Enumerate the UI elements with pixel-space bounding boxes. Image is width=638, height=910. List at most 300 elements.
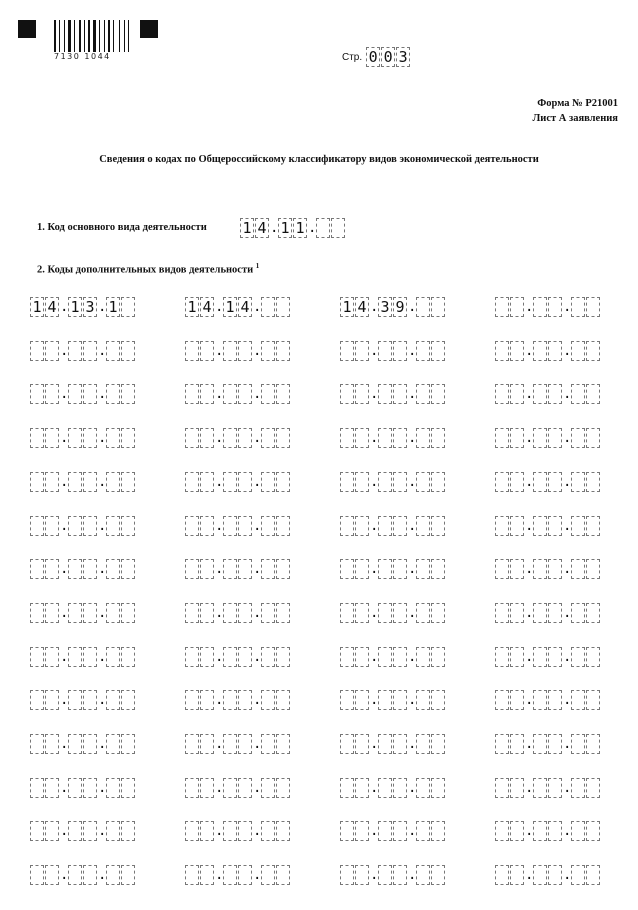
code-digit-cell[interactable] xyxy=(495,516,509,536)
code-digit-cell[interactable] xyxy=(261,297,275,317)
code-digit-cell[interactable] xyxy=(340,516,354,536)
code-digit-cell[interactable] xyxy=(223,690,237,710)
code-digit-cell[interactable] xyxy=(355,384,369,404)
code-digit-cell[interactable] xyxy=(495,647,509,667)
code-digit-cell[interactable] xyxy=(83,384,97,404)
code-digit-cell[interactable] xyxy=(121,516,135,536)
code-digit-cell[interactable] xyxy=(121,603,135,623)
code-digit-cell[interactable] xyxy=(238,821,252,841)
code-digit-cell[interactable] xyxy=(276,690,290,710)
code-digit-cell[interactable] xyxy=(378,384,392,404)
code-digit-cell[interactable] xyxy=(276,778,290,798)
code-digit-cell[interactable] xyxy=(548,690,562,710)
code-digit-cell[interactable] xyxy=(238,384,252,404)
code-digit-cell[interactable] xyxy=(586,516,600,536)
code-digit-cell[interactable] xyxy=(223,647,237,667)
code-digit-cell[interactable] xyxy=(431,297,445,317)
code-digit-cell[interactable] xyxy=(185,734,199,754)
code-digit-cell[interactable] xyxy=(431,865,445,885)
code-digit-cell[interactable]: 1 xyxy=(185,297,199,317)
code-digit-cell[interactable] xyxy=(340,821,354,841)
code-digit-cell[interactable] xyxy=(121,559,135,579)
code-digit-cell[interactable] xyxy=(121,734,135,754)
code-digit-cell[interactable] xyxy=(200,341,214,361)
code-digit-cell[interactable] xyxy=(200,865,214,885)
code-digit-cell[interactable] xyxy=(510,297,524,317)
code-digit-cell[interactable] xyxy=(30,428,44,448)
code-digit-cell[interactable] xyxy=(495,297,509,317)
code-digit-cell[interactable] xyxy=(378,559,392,579)
code-digit-cell[interactable]: 3 xyxy=(83,297,97,317)
page-number-cell[interactable]: 0 xyxy=(381,47,395,67)
code-digit-cell[interactable] xyxy=(416,778,430,798)
code-digit-cell[interactable] xyxy=(223,603,237,623)
code-digit-cell[interactable] xyxy=(548,865,562,885)
code-digit-cell[interactable] xyxy=(533,647,547,667)
code-digit-cell[interactable] xyxy=(276,647,290,667)
code-digit-cell[interactable] xyxy=(238,734,252,754)
code-digit-cell[interactable] xyxy=(30,821,44,841)
code-digit-cell[interactable] xyxy=(276,821,290,841)
code-digit-cell[interactable] xyxy=(416,428,430,448)
code-digit-cell[interactable] xyxy=(393,821,407,841)
code-digit-cell[interactable] xyxy=(340,690,354,710)
code-digit-cell[interactable] xyxy=(276,516,290,536)
code-digit-cell[interactable] xyxy=(586,384,600,404)
code-digit-cell[interactable] xyxy=(200,647,214,667)
code-digit-cell[interactable] xyxy=(276,384,290,404)
code-digit-cell[interactable] xyxy=(30,516,44,536)
page-number-cell[interactable]: 0 xyxy=(366,47,380,67)
code-digit-cell[interactable] xyxy=(571,516,585,536)
code-digit-cell[interactable] xyxy=(261,384,275,404)
code-digit-cell[interactable]: 1 xyxy=(30,297,44,317)
code-digit-cell[interactable] xyxy=(83,603,97,623)
code-digit-cell[interactable] xyxy=(83,341,97,361)
code-digit-cell[interactable] xyxy=(45,341,59,361)
code-digit-cell[interactable] xyxy=(533,603,547,623)
code-digit-cell[interactable] xyxy=(571,472,585,492)
code-digit-cell[interactable] xyxy=(510,384,524,404)
code-digit-cell[interactable] xyxy=(276,341,290,361)
code-digit-cell[interactable] xyxy=(416,297,430,317)
code-digit-cell[interactable] xyxy=(68,865,82,885)
code-digit-cell[interactable] xyxy=(355,778,369,798)
code-digit-cell[interactable] xyxy=(548,559,562,579)
code-digit-cell[interactable] xyxy=(340,734,354,754)
code-digit-cell[interactable] xyxy=(45,865,59,885)
code-digit-cell[interactable] xyxy=(416,384,430,404)
code-digit-cell[interactable] xyxy=(355,821,369,841)
code-digit-cell[interactable] xyxy=(83,690,97,710)
code-digit-cell[interactable] xyxy=(431,603,445,623)
code-digit-cell[interactable] xyxy=(185,647,199,667)
code-digit-cell[interactable] xyxy=(261,865,275,885)
code-digit-cell[interactable] xyxy=(533,384,547,404)
code-digit-cell[interactable] xyxy=(510,428,524,448)
code-digit-cell[interactable] xyxy=(416,865,430,885)
code-digit-cell[interactable] xyxy=(106,341,120,361)
code-digit-cell[interactable] xyxy=(431,472,445,492)
code-digit-cell[interactable] xyxy=(106,559,120,579)
code-digit-cell[interactable] xyxy=(378,603,392,623)
code-digit-cell[interactable] xyxy=(83,647,97,667)
code-digit-cell[interactable] xyxy=(510,472,524,492)
code-digit-cell[interactable] xyxy=(185,384,199,404)
code-digit-cell[interactable] xyxy=(495,690,509,710)
code-digit-cell[interactable] xyxy=(200,472,214,492)
code-digit-cell[interactable] xyxy=(68,472,82,492)
code-digit-cell[interactable] xyxy=(261,341,275,361)
code-digit-cell[interactable] xyxy=(586,428,600,448)
code-digit-cell[interactable] xyxy=(276,603,290,623)
code-digit-cell[interactable] xyxy=(510,690,524,710)
code-digit-cell[interactable] xyxy=(416,516,430,536)
code-digit-cell[interactable] xyxy=(261,734,275,754)
code-digit-cell[interactable] xyxy=(378,821,392,841)
code-digit-cell[interactable] xyxy=(223,384,237,404)
code-digit-cell[interactable] xyxy=(331,218,345,238)
code-digit-cell[interactable] xyxy=(30,341,44,361)
code-digit-cell[interactable] xyxy=(378,341,392,361)
code-digit-cell[interactable] xyxy=(185,778,199,798)
code-digit-cell[interactable]: 1 xyxy=(278,218,292,238)
code-digit-cell[interactable] xyxy=(431,516,445,536)
code-digit-cell[interactable] xyxy=(571,341,585,361)
code-digit-cell[interactable] xyxy=(586,297,600,317)
code-digit-cell[interactable] xyxy=(533,559,547,579)
code-digit-cell[interactable] xyxy=(416,734,430,754)
code-digit-cell[interactable] xyxy=(106,384,120,404)
code-digit-cell[interactable] xyxy=(185,428,199,448)
code-digit-cell[interactable] xyxy=(106,472,120,492)
code-digit-cell[interactable] xyxy=(571,690,585,710)
code-digit-cell[interactable] xyxy=(495,821,509,841)
code-digit-cell[interactable] xyxy=(68,821,82,841)
code-digit-cell[interactable] xyxy=(510,821,524,841)
code-digit-cell[interactable]: 1 xyxy=(106,297,120,317)
code-digit-cell[interactable] xyxy=(45,647,59,667)
code-digit-cell[interactable] xyxy=(83,865,97,885)
code-digit-cell[interactable] xyxy=(495,778,509,798)
code-digit-cell[interactable] xyxy=(340,865,354,885)
code-digit-cell[interactable] xyxy=(68,516,82,536)
code-digit-cell[interactable] xyxy=(548,821,562,841)
code-digit-cell[interactable] xyxy=(586,690,600,710)
code-digit-cell[interactable] xyxy=(393,516,407,536)
code-digit-cell[interactable] xyxy=(83,559,97,579)
code-digit-cell[interactable] xyxy=(106,690,120,710)
code-digit-cell[interactable] xyxy=(238,865,252,885)
code-digit-cell[interactable] xyxy=(416,341,430,361)
code-digit-cell[interactable] xyxy=(548,516,562,536)
code-digit-cell[interactable] xyxy=(68,559,82,579)
code-digit-cell[interactable] xyxy=(586,647,600,667)
code-digit-cell[interactable] xyxy=(393,603,407,623)
code-digit-cell[interactable] xyxy=(510,734,524,754)
code-digit-cell[interactable] xyxy=(106,428,120,448)
code-digit-cell[interactable] xyxy=(510,516,524,536)
code-digit-cell[interactable] xyxy=(45,821,59,841)
code-digit-cell[interactable] xyxy=(340,428,354,448)
code-digit-cell[interactable] xyxy=(393,734,407,754)
code-digit-cell[interactable] xyxy=(106,647,120,667)
code-digit-cell[interactable] xyxy=(571,559,585,579)
code-digit-cell[interactable] xyxy=(30,559,44,579)
code-digit-cell[interactable] xyxy=(510,559,524,579)
code-digit-cell[interactable] xyxy=(533,734,547,754)
code-digit-cell[interactable] xyxy=(238,472,252,492)
code-digit-cell[interactable] xyxy=(431,734,445,754)
code-digit-cell[interactable] xyxy=(30,384,44,404)
code-digit-cell[interactable] xyxy=(121,690,135,710)
code-digit-cell[interactable] xyxy=(340,603,354,623)
code-digit-cell[interactable] xyxy=(68,384,82,404)
code-digit-cell[interactable] xyxy=(223,865,237,885)
code-digit-cell[interactable] xyxy=(431,428,445,448)
code-digit-cell[interactable] xyxy=(533,297,547,317)
code-digit-cell[interactable] xyxy=(431,821,445,841)
code-digit-cell[interactable]: 4 xyxy=(238,297,252,317)
code-digit-cell[interactable] xyxy=(340,778,354,798)
code-digit-cell[interactable] xyxy=(276,559,290,579)
code-digit-cell[interactable] xyxy=(106,865,120,885)
code-digit-cell[interactable] xyxy=(83,778,97,798)
code-digit-cell[interactable] xyxy=(510,341,524,361)
code-digit-cell[interactable] xyxy=(510,647,524,667)
code-digit-cell[interactable] xyxy=(571,428,585,448)
code-digit-cell[interactable] xyxy=(495,341,509,361)
code-digit-cell[interactable] xyxy=(393,778,407,798)
code-digit-cell[interactable] xyxy=(548,384,562,404)
code-digit-cell[interactable] xyxy=(45,428,59,448)
code-digit-cell[interactable] xyxy=(571,734,585,754)
code-digit-cell[interactable] xyxy=(431,559,445,579)
code-digit-cell[interactable] xyxy=(83,428,97,448)
code-digit-cell[interactable] xyxy=(83,472,97,492)
code-digit-cell[interactable] xyxy=(261,516,275,536)
code-digit-cell[interactable] xyxy=(30,778,44,798)
code-digit-cell[interactable] xyxy=(495,559,509,579)
code-digit-cell[interactable]: 4 xyxy=(355,297,369,317)
code-digit-cell[interactable] xyxy=(393,472,407,492)
code-digit-cell[interactable] xyxy=(200,778,214,798)
code-digit-cell[interactable] xyxy=(548,341,562,361)
code-digit-cell[interactable] xyxy=(355,603,369,623)
code-digit-cell[interactable] xyxy=(495,472,509,492)
code-digit-cell[interactable] xyxy=(45,778,59,798)
code-digit-cell[interactable] xyxy=(571,778,585,798)
code-digit-cell[interactable] xyxy=(378,647,392,667)
code-digit-cell[interactable] xyxy=(495,734,509,754)
code-digit-cell[interactable]: 1 xyxy=(240,218,254,238)
code-digit-cell[interactable] xyxy=(45,734,59,754)
code-digit-cell[interactable] xyxy=(340,341,354,361)
code-digit-cell[interactable] xyxy=(378,690,392,710)
code-digit-cell[interactable] xyxy=(45,690,59,710)
code-digit-cell[interactable] xyxy=(200,603,214,623)
code-digit-cell[interactable] xyxy=(548,472,562,492)
code-digit-cell[interactable] xyxy=(30,865,44,885)
code-digit-cell[interactable] xyxy=(68,690,82,710)
code-digit-cell[interactable] xyxy=(510,603,524,623)
code-digit-cell[interactable] xyxy=(510,778,524,798)
code-digit-cell[interactable] xyxy=(431,384,445,404)
code-digit-cell[interactable] xyxy=(185,516,199,536)
code-digit-cell[interactable] xyxy=(238,778,252,798)
code-digit-cell[interactable] xyxy=(586,865,600,885)
code-digit-cell[interactable] xyxy=(83,734,97,754)
code-digit-cell[interactable] xyxy=(378,472,392,492)
code-digit-cell[interactable] xyxy=(548,734,562,754)
code-digit-cell[interactable] xyxy=(68,603,82,623)
code-digit-cell[interactable] xyxy=(533,516,547,536)
code-digit-cell[interactable] xyxy=(238,690,252,710)
code-digit-cell[interactable] xyxy=(185,690,199,710)
code-digit-cell[interactable] xyxy=(571,647,585,667)
code-digit-cell[interactable] xyxy=(393,559,407,579)
code-digit-cell[interactable] xyxy=(533,865,547,885)
code-digit-cell[interactable] xyxy=(416,603,430,623)
code-digit-cell[interactable] xyxy=(510,865,524,885)
code-digit-cell[interactable] xyxy=(378,865,392,885)
code-digit-cell[interactable] xyxy=(378,516,392,536)
code-digit-cell[interactable] xyxy=(571,821,585,841)
code-digit-cell[interactable] xyxy=(45,384,59,404)
code-digit-cell[interactable] xyxy=(223,778,237,798)
code-digit-cell[interactable] xyxy=(355,341,369,361)
code-digit-cell[interactable] xyxy=(121,384,135,404)
code-digit-cell[interactable] xyxy=(185,821,199,841)
code-digit-cell[interactable] xyxy=(378,778,392,798)
code-digit-cell[interactable] xyxy=(68,778,82,798)
code-digit-cell[interactable] xyxy=(200,516,214,536)
code-digit-cell[interactable] xyxy=(185,472,199,492)
code-digit-cell[interactable] xyxy=(68,341,82,361)
code-digit-cell[interactable] xyxy=(238,516,252,536)
code-digit-cell[interactable] xyxy=(355,559,369,579)
code-digit-cell[interactable] xyxy=(586,472,600,492)
code-digit-cell[interactable] xyxy=(276,865,290,885)
code-digit-cell[interactable] xyxy=(83,516,97,536)
code-digit-cell[interactable] xyxy=(431,778,445,798)
code-digit-cell[interactable] xyxy=(106,734,120,754)
code-digit-cell[interactable] xyxy=(431,341,445,361)
code-digit-cell[interactable] xyxy=(548,428,562,448)
code-digit-cell[interactable] xyxy=(533,778,547,798)
code-digit-cell[interactable] xyxy=(495,428,509,448)
code-digit-cell[interactable] xyxy=(45,559,59,579)
code-digit-cell[interactable] xyxy=(548,603,562,623)
code-digit-cell[interactable] xyxy=(416,559,430,579)
code-digit-cell[interactable] xyxy=(238,603,252,623)
code-digit-cell[interactable] xyxy=(121,647,135,667)
code-digit-cell[interactable] xyxy=(416,472,430,492)
code-digit-cell[interactable] xyxy=(393,690,407,710)
code-digit-cell[interactable] xyxy=(261,559,275,579)
code-digit-cell[interactable] xyxy=(223,559,237,579)
code-digit-cell[interactable] xyxy=(276,297,290,317)
code-digit-cell[interactable] xyxy=(200,734,214,754)
code-digit-cell[interactable] xyxy=(223,821,237,841)
code-digit-cell[interactable] xyxy=(393,384,407,404)
code-digit-cell[interactable] xyxy=(261,821,275,841)
code-digit-cell[interactable] xyxy=(571,297,585,317)
code-digit-cell[interactable] xyxy=(223,428,237,448)
code-digit-cell[interactable] xyxy=(355,865,369,885)
code-digit-cell[interactable] xyxy=(238,647,252,667)
code-digit-cell[interactable] xyxy=(261,647,275,667)
code-digit-cell[interactable] xyxy=(83,821,97,841)
code-digit-cell[interactable] xyxy=(533,472,547,492)
code-digit-cell[interactable] xyxy=(106,778,120,798)
code-digit-cell[interactable] xyxy=(45,472,59,492)
code-digit-cell[interactable] xyxy=(586,778,600,798)
code-digit-cell[interactable] xyxy=(495,384,509,404)
code-digit-cell[interactable] xyxy=(68,428,82,448)
page-number-cell[interactable]: 3 xyxy=(396,47,410,67)
code-digit-cell[interactable]: 1 xyxy=(340,297,354,317)
code-digit-cell[interactable] xyxy=(121,472,135,492)
code-digit-cell[interactable] xyxy=(416,821,430,841)
code-digit-cell[interactable] xyxy=(571,865,585,885)
code-digit-cell[interactable]: 4 xyxy=(45,297,59,317)
code-digit-cell[interactable] xyxy=(276,428,290,448)
code-digit-cell[interactable] xyxy=(548,647,562,667)
code-digit-cell[interactable] xyxy=(378,428,392,448)
code-digit-cell[interactable] xyxy=(121,428,135,448)
code-digit-cell[interactable] xyxy=(571,384,585,404)
code-digit-cell[interactable] xyxy=(586,341,600,361)
code-digit-cell[interactable] xyxy=(68,734,82,754)
code-digit-cell[interactable] xyxy=(340,559,354,579)
code-digit-cell[interactable] xyxy=(533,821,547,841)
code-digit-cell[interactable] xyxy=(586,734,600,754)
code-digit-cell[interactable] xyxy=(355,647,369,667)
code-digit-cell[interactable]: 9 xyxy=(393,297,407,317)
code-digit-cell[interactable] xyxy=(355,472,369,492)
code-digit-cell[interactable] xyxy=(533,428,547,448)
code-digit-cell[interactable] xyxy=(340,472,354,492)
code-digit-cell[interactable]: 3 xyxy=(378,297,392,317)
code-digit-cell[interactable] xyxy=(200,559,214,579)
code-digit-cell[interactable] xyxy=(238,341,252,361)
code-digit-cell[interactable] xyxy=(495,865,509,885)
code-digit-cell[interactable] xyxy=(261,603,275,623)
code-digit-cell[interactable] xyxy=(30,603,44,623)
code-digit-cell[interactable] xyxy=(340,384,354,404)
code-digit-cell[interactable] xyxy=(355,428,369,448)
code-digit-cell[interactable] xyxy=(571,603,585,623)
code-digit-cell[interactable] xyxy=(45,603,59,623)
code-digit-cell[interactable]: 1 xyxy=(293,218,307,238)
code-digit-cell[interactable] xyxy=(121,778,135,798)
code-digit-cell[interactable] xyxy=(586,821,600,841)
code-digit-cell[interactable] xyxy=(393,865,407,885)
code-digit-cell[interactable] xyxy=(30,690,44,710)
code-digit-cell[interactable] xyxy=(185,865,199,885)
code-digit-cell[interactable] xyxy=(223,341,237,361)
code-digit-cell[interactable] xyxy=(393,647,407,667)
code-digit-cell[interactable] xyxy=(45,516,59,536)
code-digit-cell[interactable] xyxy=(416,690,430,710)
code-digit-cell[interactable] xyxy=(533,341,547,361)
code-digit-cell[interactable] xyxy=(393,428,407,448)
code-digit-cell[interactable] xyxy=(238,559,252,579)
code-digit-cell[interactable] xyxy=(200,821,214,841)
code-digit-cell[interactable] xyxy=(30,472,44,492)
code-digit-cell[interactable] xyxy=(355,516,369,536)
